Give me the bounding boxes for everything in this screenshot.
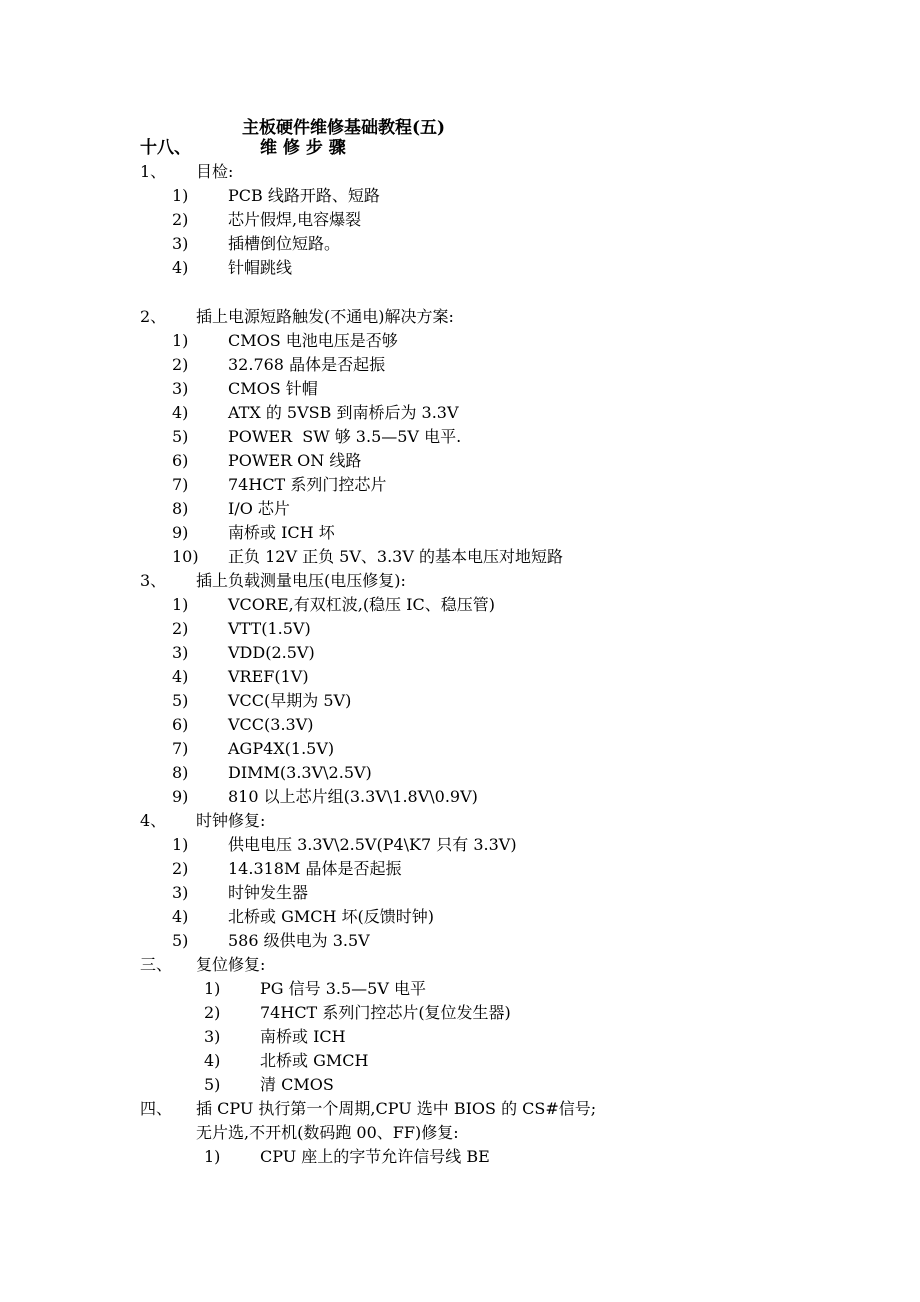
item-text: 插槽倒位短路。 (228, 234, 341, 253)
item-number: 7) (172, 475, 189, 494)
item-text: DIMM(3.3V\2.5V) (228, 763, 372, 782)
item-number: 6) (172, 715, 189, 734)
item-number: 3) (172, 883, 189, 902)
item-text: 南桥或 ICH 坏 (228, 523, 335, 542)
item-text: 北桥或 GMCH 坏(反馈时钟) (228, 907, 435, 926)
item-text: AGP4X(1.5V) (228, 739, 335, 758)
item-number: 9) (172, 523, 189, 542)
item-text: VREF(1V) (228, 667, 309, 686)
item-text: 14.318M 晶体是否起振 (228, 859, 402, 878)
section-text: 插 CPU 执行第一个周期,CPU 选中 BIOS 的 CS#信号; (196, 1099, 597, 1118)
item-number: 1) (204, 1147, 221, 1166)
item-text: 芯片假焊,电容爆裂 (228, 210, 362, 229)
item-text: VDD(2.5V) (228, 643, 315, 662)
item-text: CMOS 针帽 (228, 379, 318, 398)
section-text: 插上负载测量电压(电压修复): (196, 571, 406, 590)
item-number: 4) (204, 1051, 221, 1070)
section-number: 4、 (140, 811, 167, 830)
item-text: 74HCT 系列门控芯片 (228, 475, 387, 494)
item-number: 4) (172, 667, 189, 686)
document-title: 主板硬件维修基础教程(五) (242, 118, 446, 138)
item-number: 1) (172, 835, 189, 854)
section-text: 插上电源短路触发(不通电)解决方案: (196, 307, 454, 326)
section-number: 四、 (140, 1099, 173, 1118)
section-text: 时钟修复: (196, 811, 266, 830)
item-number: 10) (172, 547, 199, 566)
item-number: 5) (172, 427, 189, 446)
item-text: 清 CMOS (260, 1075, 334, 1094)
item-number: 3) (172, 379, 189, 398)
item-text: 74HCT 系列门控芯片(复位发生器) (260, 1003, 511, 1022)
section-text: 复位修复: (196, 955, 266, 974)
item-text: 810 以上芯片组(3.3V\1.8V\0.9V) (228, 787, 478, 806)
item-text: PCB 线路开路、短路 (228, 186, 380, 205)
item-number: 3) (204, 1027, 221, 1046)
item-number: 1) (172, 595, 189, 614)
item-text: 正负 12V 正负 5V、3.3V 的基本电压对地短路 (228, 547, 563, 566)
item-number: 2) (172, 210, 189, 229)
item-number: 5) (172, 931, 189, 950)
section-text-continued: 无片选,不开机(数码跑 00、FF)修复: (196, 1123, 459, 1142)
item-number: 8) (172, 499, 189, 518)
item-number: 5) (172, 691, 189, 710)
heading-number: 十八、 (140, 138, 191, 158)
item-text: POWER SW 够 3.5—5V 电平. (228, 427, 462, 446)
section-number: 2、 (140, 307, 167, 326)
item-text: VCC(3.3V) (228, 715, 314, 734)
item-text: PG 信号 3.5—5V 电平 (260, 979, 426, 998)
item-text: ATX 的 5VSB 到南桥后为 3.3V (228, 403, 459, 422)
item-text: 供电电压 3.3V\2.5V(P4\K7 只有 3.3V) (228, 835, 517, 854)
item-text: VCORE,有双杠波,(稳压 IC、稳压管) (228, 595, 495, 614)
item-text: 586 级供电为 3.5V (228, 931, 370, 950)
heading-text: 维 修 步 骤 (260, 138, 346, 158)
item-text: VCC(早期为 5V) (228, 691, 352, 710)
item-number: 2) (172, 619, 189, 638)
section-text: 目检: (196, 162, 234, 181)
item-number: 2) (172, 355, 189, 374)
item-number: 2) (204, 1003, 221, 1022)
item-number: 5) (204, 1075, 221, 1094)
item-number: 1) (204, 979, 221, 998)
item-number: 1) (172, 186, 189, 205)
item-text: CPU 座上的字节允许信号线 BE (260, 1147, 490, 1166)
item-number: 6) (172, 451, 189, 470)
item-number: 8) (172, 763, 189, 782)
item-text: 北桥或 GMCH (260, 1051, 369, 1070)
item-number: 3) (172, 234, 189, 253)
item-number: 4) (172, 258, 189, 277)
item-text: VTT(1.5V) (228, 619, 311, 638)
section-number: 三、 (140, 955, 173, 974)
item-number: 4) (172, 403, 189, 422)
item-text: 南桥或 ICH (260, 1027, 346, 1046)
item-text: 32.768 晶体是否起振 (228, 355, 386, 374)
item-number: 1) (172, 331, 189, 350)
item-text: 针帽跳线 (228, 258, 293, 277)
section-number: 1、 (140, 162, 167, 181)
section-number: 3、 (140, 571, 167, 590)
item-text: 时钟发生器 (228, 883, 309, 902)
item-number: 4) (172, 907, 189, 926)
item-number: 2) (172, 859, 189, 878)
item-number: 3) (172, 643, 189, 662)
item-text: I/O 芯片 (228, 499, 290, 518)
item-number: 7) (172, 739, 189, 758)
item-text: POWER ON 线路 (228, 451, 362, 470)
item-text: CMOS 电池电压是否够 (228, 331, 398, 350)
item-number: 9) (172, 787, 189, 806)
